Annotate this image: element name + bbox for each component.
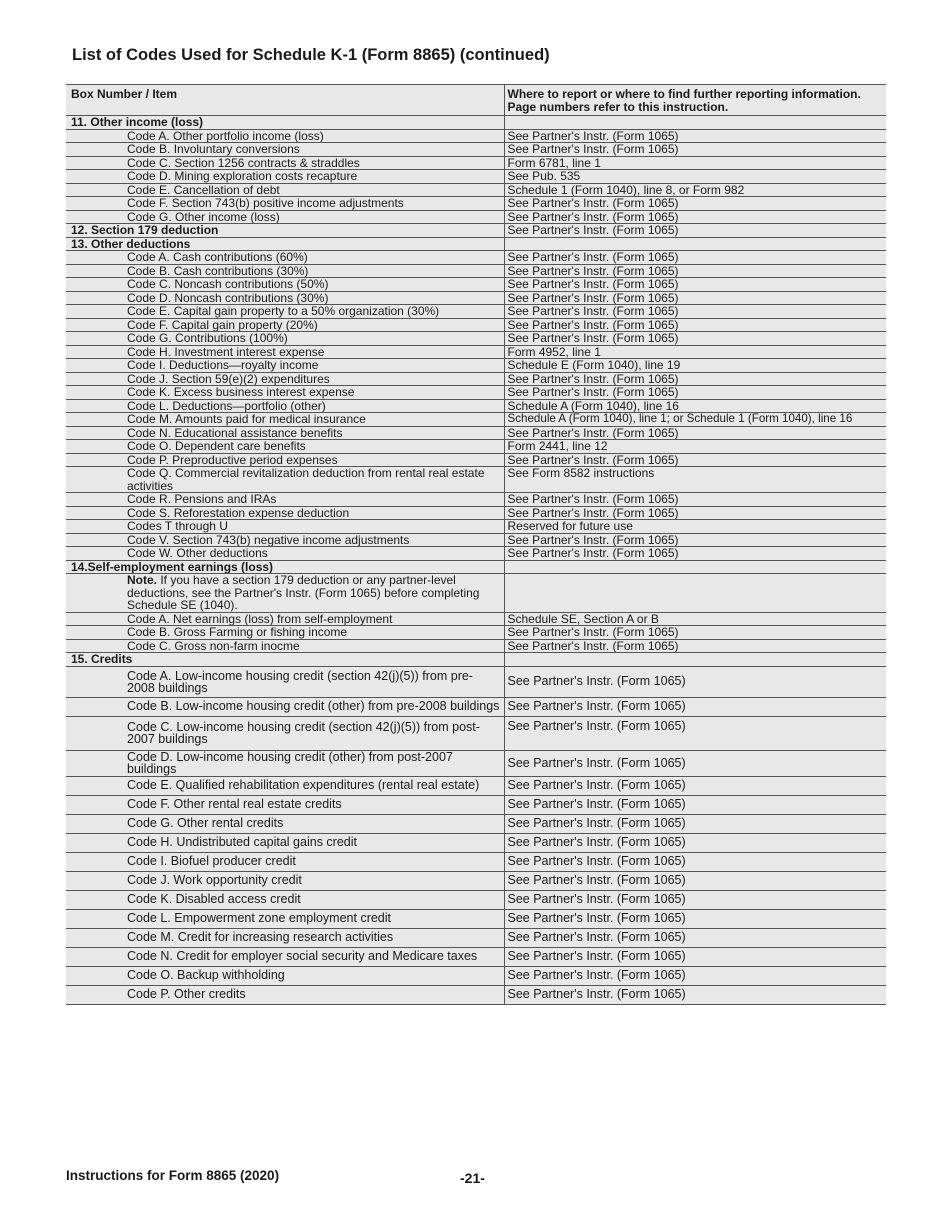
table-row [66,345,886,359]
item-cell: Code B. Low-income housing credit (other) from pre-2008 buildings [124,697,504,716]
item-cell: Code D. Mining exploration costs recapture [124,170,504,184]
item-cell: Code M. Amounts paid for medical insurance [124,413,504,427]
where-cell: Schedule A (Form 1040), line 1; or Schedule 1 (Form 1040), line 16 [504,413,886,427]
note-text: If you have a section 179 deduction or any partner-level deductions, see the Partner's Instr. (Form 1065) before completing Schedule SE (1040). [127,573,480,612]
where-cell: See Partner's Instr. (Form 1065) [504,890,886,909]
item-cell: Code B. Involuntary conversions [124,143,504,157]
where-cell: See Partner's Instr. (Form 1065) [504,291,886,305]
section-row-12 [66,224,886,238]
table-row [66,318,886,332]
section-title: 15. Credits [66,653,504,667]
item-cell: Code F. Section 743(b) positive income adjustments [124,197,504,211]
where-cell: See Partner's Instr. (Form 1065) [504,264,886,278]
where-cell: See Partner's Instr. (Form 1065) [504,210,886,224]
item-cell: Code S. Reforestation expense deduction [124,506,504,520]
where-cell: See Partner's Instr. (Form 1065) [504,750,886,776]
table-row [66,143,886,157]
where-cell: See Partner's Instr. (Form 1065) [504,795,886,814]
where-cell: Form 4952, line 1 [504,345,886,359]
where-cell: Schedule SE, Section A or B [504,612,886,626]
item-cell: Code G. Other income (loss) [124,210,504,224]
table-row [66,372,886,386]
item-cell: Code A. Net earnings (loss) from self-employment [124,612,504,626]
where-cell: See Partner's Instr. (Form 1065) [504,372,886,386]
table-row [66,639,886,653]
table-row [66,183,886,197]
where-cell: See Partner's Instr. (Form 1065) [504,332,886,346]
where-cell: See Partner's Instr. (Form 1065) [504,928,886,947]
where-cell: See Partner's Instr. (Form 1065) [504,947,886,966]
item-cell: Code V. Section 743(b) negative income adjustments [124,533,504,547]
item-cell: Code D. Noncash contributions (30%) [124,291,504,305]
table-row [66,666,886,697]
where-cell: See Partner's Instr. (Form 1065) [504,626,886,640]
section-title: 11. Other income (loss) [66,116,504,130]
table-row [66,928,886,947]
where-cell: Schedule E (Form 1040), line 19 [504,359,886,373]
note-row [66,574,886,613]
where-cell: See Pub. 535 [504,170,886,184]
item-cell: Code D. Low-income housing credit (other) from post-2007 buildings [124,750,504,776]
where-cell: See Partner's Instr. (Form 1065) [504,386,886,400]
item-cell: Code C. Low-income housing credit (section 42(j)(5)) from post-2007 buildings [124,716,504,750]
table-row [66,467,886,493]
table-row [66,890,886,909]
table-row [66,197,886,211]
where-cell: See Partner's Instr. (Form 1065) [504,305,886,319]
item-cell: Code L. Deductions—portfolio (other) [124,399,504,413]
table-row [66,833,886,852]
where-cell: See Partner's Instr. (Form 1065) [504,833,886,852]
table-row [66,947,886,966]
item-cell: Code F. Capital gain property (20%) [124,318,504,332]
section-row-15 [66,653,886,667]
section-row-13 [66,237,886,251]
section-row-11 [66,116,886,130]
where-cell: See Partner's Instr. (Form 1065) [504,814,886,833]
table-row [66,612,886,626]
item-cell: Codes T through U [124,520,504,534]
note-cell [124,574,504,613]
table-row [66,129,886,143]
table-row [66,332,886,346]
table-header-row [66,85,886,116]
page-number: -21- [460,1170,485,1186]
where-cell: See Partner's Instr. (Form 1065) [504,547,886,561]
where-cell: See Partner's Instr. (Form 1065) [504,493,886,507]
section-title: 13. Other deductions [66,237,504,251]
item-cell: Code C. Gross non-farm inocme [124,639,504,653]
where-cell: See Partner's Instr. (Form 1065) [504,852,886,871]
where-cell: See Partner's Instr. (Form 1065) [504,909,886,928]
codes-table [66,84,886,1005]
item-cell: Code I. Deductions—royalty income [124,359,504,373]
table-row [66,170,886,184]
where-cell: See Partner's Instr. (Form 1065) [504,697,886,716]
item-cell: Code H. Investment interest expense [124,345,504,359]
header-box-number: Box Number / Item [66,85,504,116]
table-row [66,413,886,427]
item-cell: Code J. Section 59(e)(2) expenditures [124,372,504,386]
item-cell: Code E. Capital gain property to a 50% organization (30%) [124,305,504,319]
where-cell: Schedule 1 (Form 1040), line 8, or Form 982 [504,183,886,197]
where-cell: See Partner's Instr. (Form 1065) [504,143,886,157]
table-row [66,399,886,413]
footer-form-title: Instructions for Form 8865 (2020) [66,1168,280,1183]
table-row [66,386,886,400]
where-cell: See Partner's Instr. (Form 1065) [504,966,886,985]
item-cell: Code G. Other rental credits [124,814,504,833]
table-row [66,871,886,890]
header-where-to-report: Where to report or where to find further reporting information. Page numbers refer to this instruction. [504,85,886,116]
table-row [66,453,886,467]
item-cell: Code G. Contributions (100%) [124,332,504,346]
item-cell: Code O. Dependent care benefits [124,440,504,454]
where-cell: See Form 8582 instructions [504,467,886,493]
item-cell: Code A. Low-income housing credit (section 42(j)(5)) from pre-2008 buildings [124,666,504,697]
where-cell: See Partner's Instr. (Form 1065) [504,278,886,292]
table-body [66,116,886,1005]
where-cell: See Partner's Instr. (Form 1065) [504,716,886,750]
table-row [66,305,886,319]
section-title: 14.Self-employment earnings (loss) [66,560,504,574]
table-row [66,716,886,750]
where-cell: Form 2441, line 12 [504,440,886,454]
item-cell: Code Q. Commercial revitalization deduction from rental real estate activities [124,467,504,493]
item-cell: Code A. Other portfolio income (loss) [124,129,504,143]
item-cell: Code F. Other rental real estate credits [124,795,504,814]
table-row [66,776,886,795]
item-cell: Code A. Cash contributions (60%) [124,251,504,265]
table-row [66,985,886,1004]
item-cell: Code K. Excess business interest expense [124,386,504,400]
table-row [66,966,886,985]
table-row [66,852,886,871]
table-row [66,697,886,716]
item-cell: Code R. Pensions and IRAs [124,493,504,507]
table-row [66,426,886,440]
table-row [66,814,886,833]
where-cell: See Partner's Instr. (Form 1065) [504,426,886,440]
item-cell: Code P. Other credits [124,985,504,1004]
item-cell: Code H. Undistributed capital gains credit [124,833,504,852]
table-row [66,440,886,454]
item-cell: Code M. Credit for increasing research activities [124,928,504,947]
item-cell: Code K. Disabled access credit [124,890,504,909]
section-row-14 [66,560,886,574]
table-row [66,278,886,292]
item-cell: Code N. Educational assistance benefits [124,426,504,440]
table-row [66,156,886,170]
where-cell: See Partner's Instr. (Form 1065) [504,224,886,238]
item-cell: Code E. Qualified rehabilitation expenditures (rental real estate) [124,776,504,795]
note-label: Note. [127,573,157,587]
page-title: List of Codes Used for Schedule K-1 (Form 8865) (continued) [72,46,550,64]
table-row [66,547,886,561]
where-cell: See Partner's Instr. (Form 1065) [504,251,886,265]
item-cell: Code E. Cancellation of debt [124,183,504,197]
table-row [66,626,886,640]
item-cell: Code L. Empowerment zone employment credit [124,909,504,928]
where-cell: See Partner's Instr. (Form 1065) [504,639,886,653]
where-cell: See Partner's Instr. (Form 1065) [504,453,886,467]
table-row [66,359,886,373]
table-row [66,291,886,305]
table-row [66,750,886,776]
where-cell: See Partner's Instr. (Form 1065) [504,129,886,143]
item-cell: Code C. Section 1256 contracts & straddles [124,156,504,170]
section-title: 12. Section 179 deduction [66,224,504,238]
item-cell: Code N. Credit for employer social security and Medicare taxes [124,947,504,966]
item-cell: Code O. Backup withholding [124,966,504,985]
item-cell: Code B. Cash contributions (30%) [124,264,504,278]
item-cell: Code I. Biofuel producer credit [124,852,504,871]
where-cell: See Partner's Instr. (Form 1065) [504,666,886,697]
where-cell: See Partner's Instr. (Form 1065) [504,197,886,211]
where-cell: See Partner's Instr. (Form 1065) [504,533,886,547]
item-cell: Code C. Noncash contributions (50%) [124,278,504,292]
item-cell: Code B. Gross Farming or fishing income [124,626,504,640]
where-cell: See Partner's Instr. (Form 1065) [504,318,886,332]
where-cell: Reserved for future use [504,520,886,534]
table-row [66,493,886,507]
table-row [66,520,886,534]
where-cell: See Partner's Instr. (Form 1065) [504,506,886,520]
table-row [66,533,886,547]
where-cell: See Partner's Instr. (Form 1065) [504,985,886,1004]
table-row [66,251,886,265]
table-row [66,795,886,814]
table-row [66,909,886,928]
item-cell: Code P. Preproductive period expenses [124,453,504,467]
table-row [66,506,886,520]
item-cell: Code J. Work opportunity credit [124,871,504,890]
where-cell: See Partner's Instr. (Form 1065) [504,871,886,890]
table-row [66,210,886,224]
table-row [66,264,886,278]
where-cell: Schedule A (Form 1040), line 16 [504,399,886,413]
where-cell: Form 6781, line 1 [504,156,886,170]
where-cell: See Partner's Instr. (Form 1065) [504,776,886,795]
item-cell: Code W. Other deductions [124,547,504,561]
